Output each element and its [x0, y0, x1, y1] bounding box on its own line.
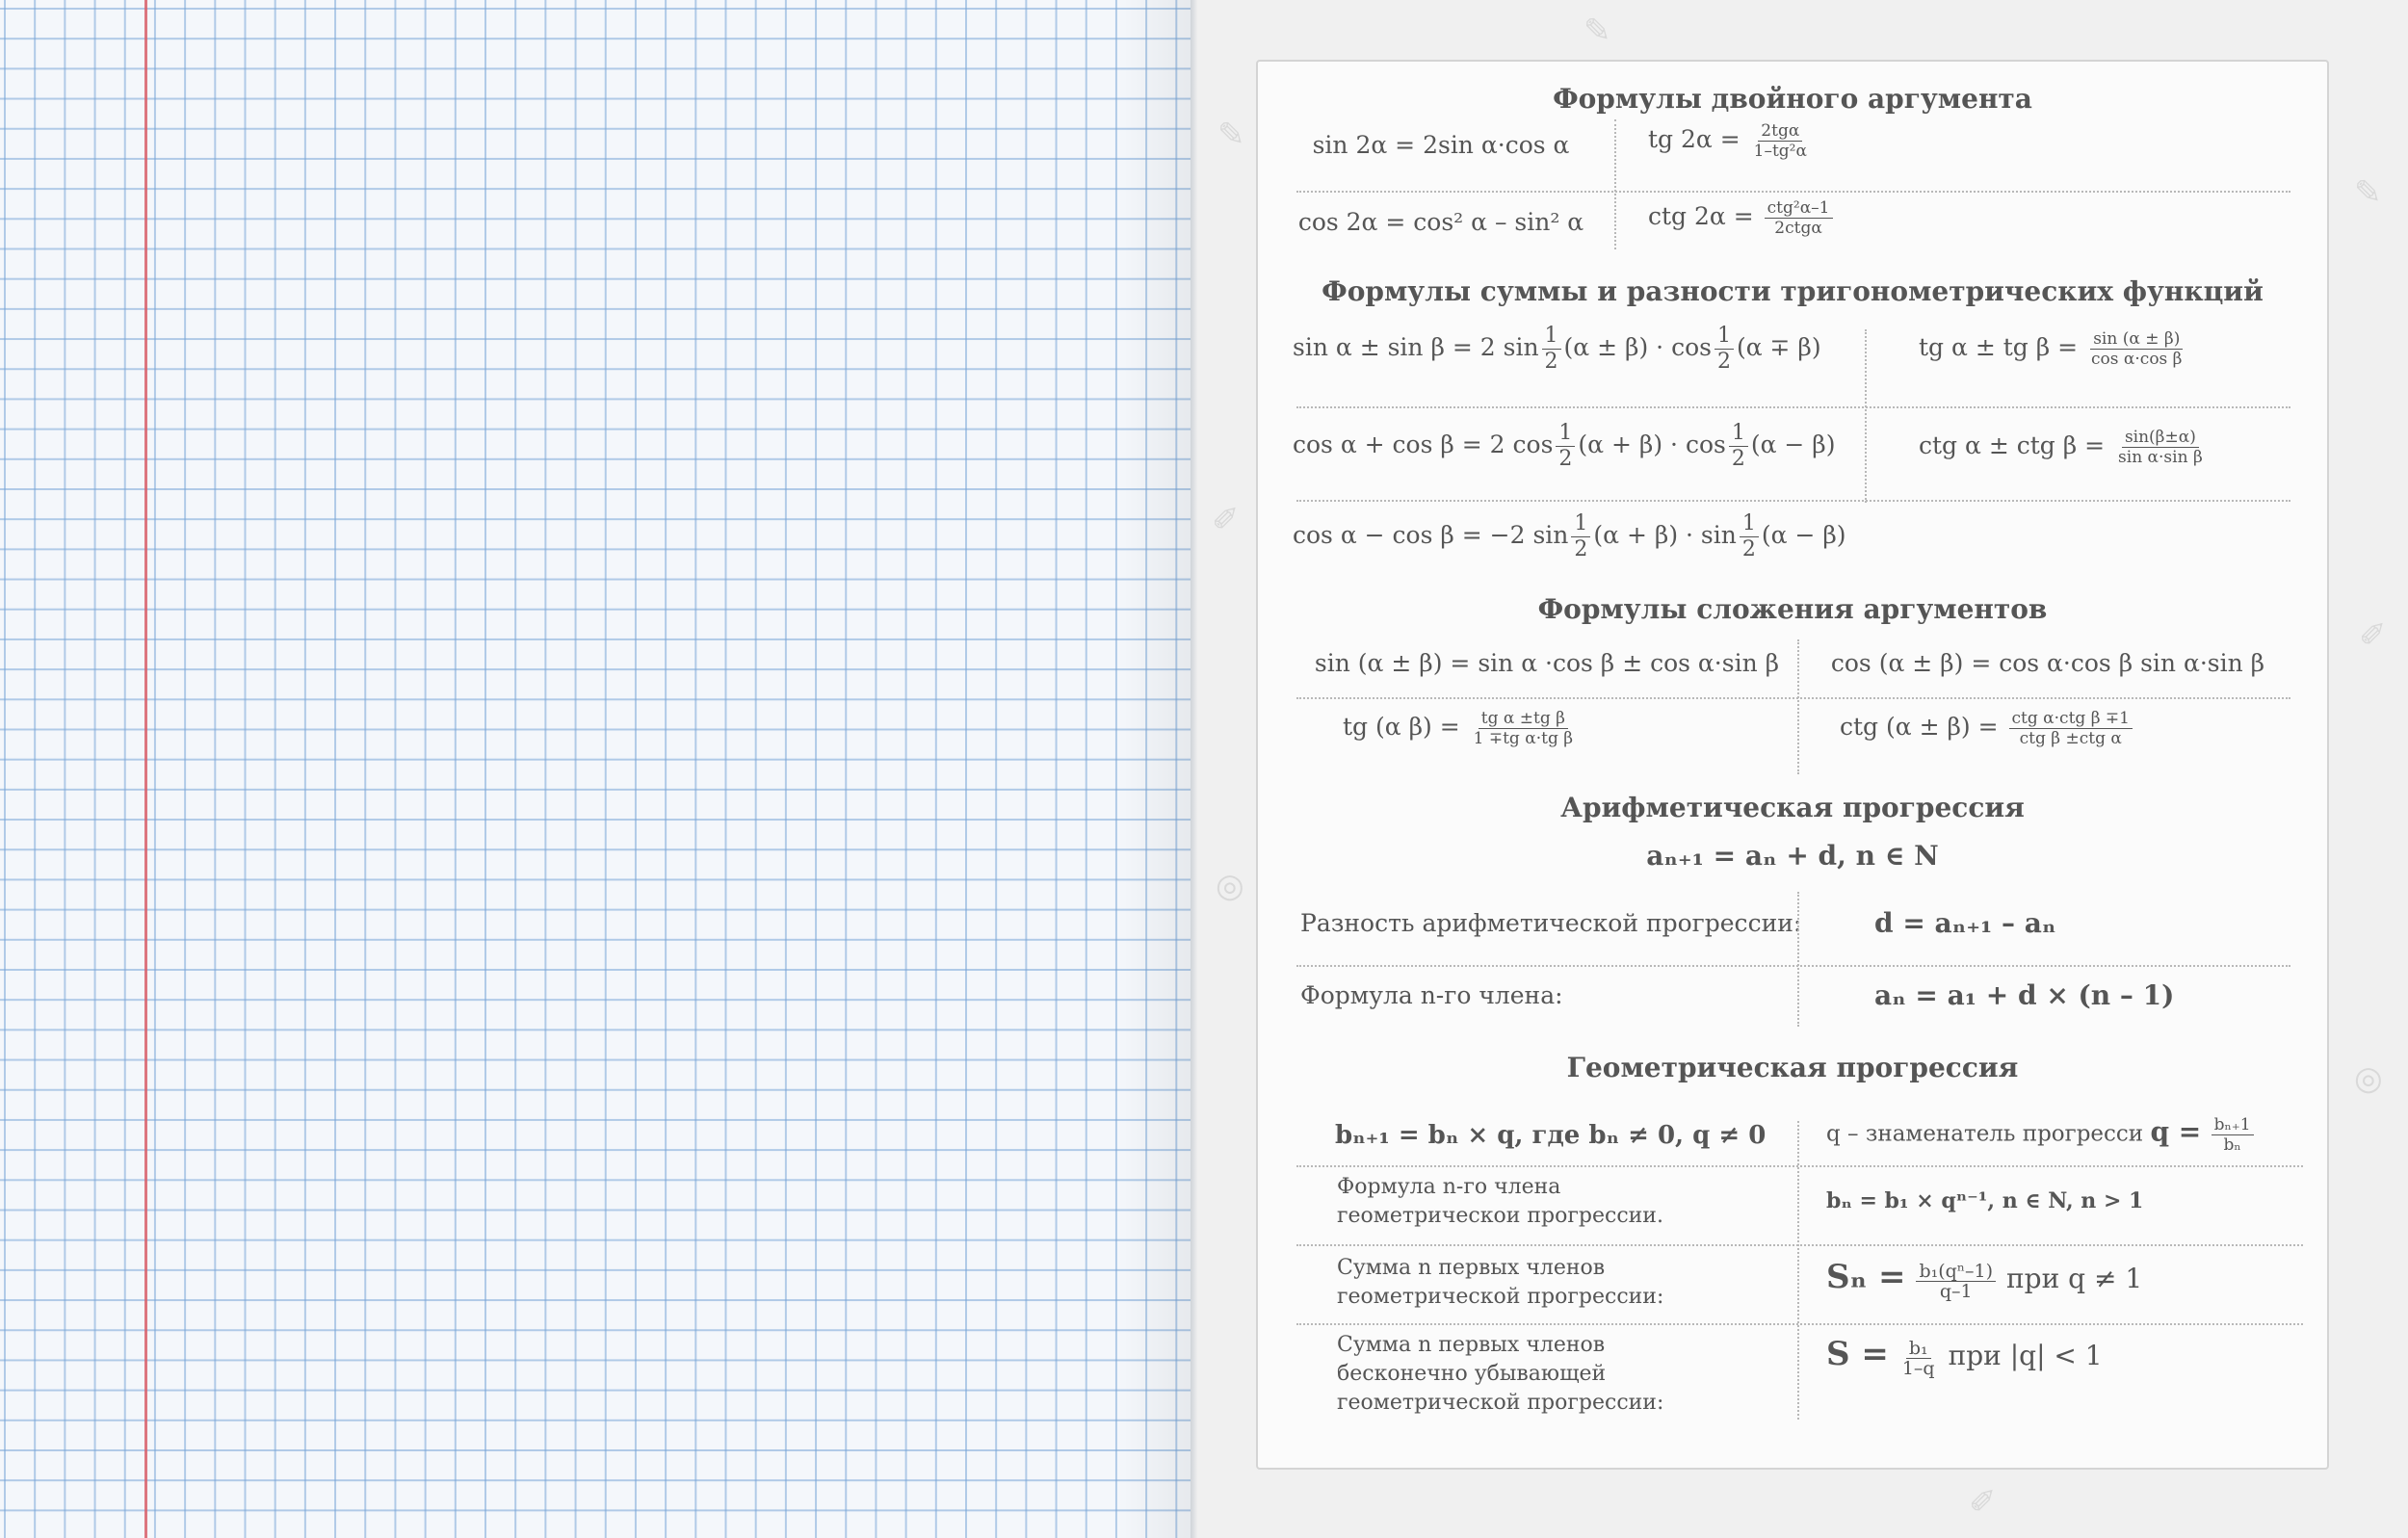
divider: [1296, 1323, 2303, 1325]
formula-tg-2a-numerator: 2tgα: [1758, 121, 1802, 142]
geometric-sum-numerator: b₁(qⁿ–1): [1916, 1262, 1996, 1282]
half-denominator: 2: [1544, 350, 1558, 374]
section-title-geometric-progression: Геометрическая прогрессия: [1566, 1052, 2019, 1083]
section-title-double-argument: Формулы двойного аргумента: [1553, 83, 2032, 115]
formula-part: (α ± β) · cos: [1563, 333, 1712, 361]
formula-tg-2a-denominator: 1–tg²α: [1753, 142, 1807, 161]
geometric-ratio-lhs: q =: [2150, 1115, 2202, 1148]
formula-ctg-2a: [1648, 198, 1836, 238]
formula-tg-addition-numerator: tg α ±tg β: [1479, 709, 1568, 729]
geometric-sum-denominator: q–1: [1939, 1281, 1973, 1302]
geometric-infinite-denominator: 1–q: [1901, 1358, 1935, 1379]
geometric-infinite-formula: [1826, 1335, 2103, 1378]
formula-page: [1198, 0, 2408, 1538]
formula-cos-sum: [1293, 421, 1836, 472]
formula-ctg-sum-lhs: ctg α ± ctg β =: [1919, 431, 2106, 459]
column-divider: [1797, 892, 1799, 1027]
geometric-sum-lhs: Sₙ =: [1826, 1258, 1906, 1296]
geometric-infinite-condition: при |q| < 1: [1948, 1340, 2103, 1371]
formula-sheet: [1256, 60, 2329, 1470]
formula-cos-2a: cos 2α = cos² α – sin² α: [1297, 208, 1584, 236]
column-divider: [1614, 119, 1616, 249]
geometric-infinite-label: Сумма n первых членов бесконечно убывающей геометрической прогрессии:: [1337, 1333, 1664, 1415]
formula-tg-sum: [1919, 329, 2188, 369]
doodle-icon: ◎: [2354, 1059, 2383, 1098]
geometric-ratio-denominator: bₙ: [2223, 1135, 2241, 1155]
divider: [1296, 500, 2290, 502]
half-denominator: 2: [1716, 350, 1731, 374]
divider: [1296, 1165, 2303, 1167]
arithmetic-nth-label: Формула n-го члена:: [1300, 981, 1563, 1009]
arithmetic-nth-formula: aₙ = a₁ + d × (n – 1): [1874, 979, 2175, 1011]
formula-tg-sum-numerator: sin (α ± β): [2090, 329, 2183, 350]
doodle-icon: ✎: [2354, 173, 2382, 212]
formula-ctg-addition: [1840, 709, 2135, 748]
formula-tg-2a: [1648, 121, 1813, 161]
half-numerator: 1: [1571, 511, 1590, 537]
geometric-ratio-label: q – знаменатель прогресси: [1826, 1121, 2144, 1147]
geometric-ratio: [1826, 1115, 2257, 1155]
geometric-ratio-numerator: bₙ₊1: [2212, 1115, 2254, 1135]
formula-ctg-2a-denominator: 2ctgα: [1774, 219, 1822, 238]
formula-part: (α − β): [1750, 430, 1836, 458]
half-denominator: 2: [1731, 447, 1745, 471]
section-title-sum-difference: Формулы суммы и разности тригонометрических функций: [1322, 275, 2264, 307]
arithmetic-difference-label: Разность арифметической прогрессии:: [1300, 909, 1802, 937]
geometric-definition: bₙ₊₁ = bₙ × q, где bₙ ≠ 0, q ≠ 0: [1335, 1121, 1767, 1150]
half-numerator: 1: [1714, 324, 1734, 350]
grid-paper-page: [0, 0, 1194, 1538]
doodle-icon: ✐: [2359, 616, 2387, 655]
arithmetic-definition: aₙ₊₁ = aₙ + d, n ∈ N: [1646, 840, 1939, 872]
formula-part: cos α − cos β = −2 sin: [1293, 521, 1569, 549]
formula-ctg-sum: [1919, 428, 2209, 467]
arithmetic-difference-formula: d = aₙ₊₁ – aₙ: [1874, 907, 2056, 939]
geometric-sum-condition: при q ≠ 1: [2006, 1263, 2143, 1294]
formula-ctg-sum-numerator: sin(β±α): [2122, 428, 2199, 448]
formula-part: (α − β): [1761, 521, 1846, 549]
margin-line: [144, 0, 147, 1538]
doodle-icon: ◎: [1216, 867, 1244, 905]
half-numerator: 1: [1556, 421, 1575, 447]
formula-ctg-addition-denominator: ctg β ±ctg α: [2019, 729, 2122, 748]
section-title-arithmetic-progression: Арифметическая прогрессия: [1560, 792, 2025, 823]
geometric-infinite-numerator: b₁: [1906, 1339, 1931, 1359]
divider: [1296, 697, 2290, 699]
formula-tg-sum-lhs: tg α ± tg β =: [1919, 333, 2079, 361]
formula-cos-diff: [1293, 511, 1846, 562]
geometric-nth-formula: bₙ = b₁ × qⁿ⁻¹, n ∈ N, n > 1: [1826, 1188, 2144, 1213]
geometric-nth-label: Формула n-го члена геометрическои прогрессии.: [1337, 1175, 1663, 1228]
column-divider: [1797, 1121, 1799, 1420]
column-divider: [1865, 329, 1867, 503]
formula-part: sin α ± sin β = 2 sin: [1293, 333, 1539, 361]
formula-tg-sum-denominator: cos α·cos β: [2091, 350, 2183, 369]
formula-ctg-2a-lhs: ctg 2α =: [1648, 202, 1754, 230]
formula-ctg-addition-lhs: ctg (α ± β) =: [1840, 713, 1999, 741]
formula-sin-addition: sin (α ± β) = sin α ·cos β ± cos α·sin β: [1314, 649, 1780, 677]
geometric-sum-formula: [1826, 1258, 2142, 1301]
doodle-icon: ✎: [1584, 12, 1611, 50]
formula-part: (α ∓ β): [1736, 333, 1821, 361]
formula-ctg-2a-numerator: ctg²α–1: [1765, 198, 1833, 219]
formula-tg-2a-lhs: tg 2α =: [1648, 125, 1741, 153]
formula-ctg-sum-denominator: sin α·sin β: [2118, 448, 2203, 467]
formula-tg-addition-lhs: tg (α β) =: [1343, 713, 1460, 741]
geometric-infinite-lhs: S =: [1826, 1335, 1889, 1373]
geometric-sum-label: Сумма n первых членов геометрической прогрессии:: [1337, 1256, 1664, 1309]
page-shadow: [1117, 0, 1194, 1538]
half-denominator: 2: [1741, 537, 1756, 561]
half-numerator: 1: [1740, 511, 1759, 537]
half-numerator: 1: [1542, 324, 1561, 350]
doodle-icon: ✎: [1217, 116, 1245, 154]
doodle-icon: ✐: [1969, 1483, 1997, 1522]
half-denominator: 2: [1574, 537, 1588, 561]
divider: [1296, 406, 2290, 408]
divider: [1296, 965, 2290, 967]
divider: [1296, 1244, 2303, 1246]
formula-tg-addition-denominator: 1 ∓tg α·tg β: [1473, 729, 1574, 748]
formula-part: cos α + cos β = 2 cos: [1293, 430, 1554, 458]
column-divider: [1797, 639, 1799, 774]
formula-cos-addition: cos (α ± β) = cos α·cos β sin α·sin β: [1830, 649, 2265, 677]
formula-tg-addition: [1343, 709, 1579, 748]
formula-ctg-addition-numerator: ctg α·ctg β ∓1: [2009, 709, 2133, 729]
section-title-addition: Формулы сложения аргументов: [1537, 593, 2048, 625]
doodle-icon: ✐: [1212, 501, 1240, 539]
half-numerator: 1: [1729, 421, 1748, 447]
formula-part: (α + β) · cos: [1578, 430, 1726, 458]
formula-sin-2a: sin 2α = 2sin α·cos α: [1312, 131, 1570, 159]
formula-part: (α + β) · sin: [1593, 521, 1737, 549]
formula-sin-sum: [1293, 324, 1821, 375]
half-denominator: 2: [1558, 447, 1573, 471]
divider: [1296, 191, 2290, 193]
notebook-fold: [1191, 0, 1198, 1538]
